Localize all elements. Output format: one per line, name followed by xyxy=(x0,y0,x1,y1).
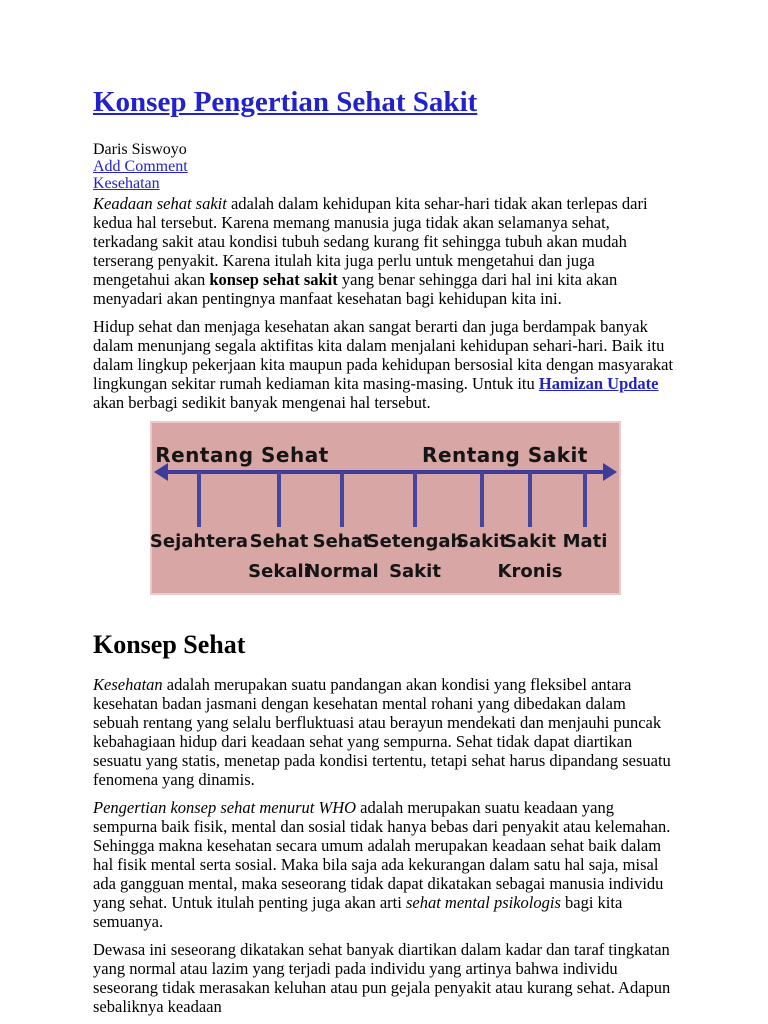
health-illness-spectrum-image xyxy=(150,421,621,595)
page-title-link[interactable]: Konsep Pengertian Sehat Sakit xyxy=(93,86,478,118)
add-comment-link[interactable]: Add Comment xyxy=(93,158,188,175)
page-title xyxy=(93,86,678,118)
tick-mark xyxy=(528,472,532,527)
paragraph-dewasa-ini xyxy=(93,940,675,1016)
tick-label-setengah-sakit: Setengah Sakit xyxy=(366,531,464,582)
tick-mark xyxy=(277,472,281,527)
paragraph-living-healthy xyxy=(93,317,675,412)
body-text: Dewasa ini seseorang dikatakan sehat banyak diartikan dalam kadar dan taraf tingkatan yang normal atau lazim yang terjadi pada individu yang artinya bahwa individu seseorang tidak merasakan keluhan atau pun gejala penyakit atau kurang sehat. Adapun sebaliknya keadaan xyxy=(93,940,671,1016)
tick-mark xyxy=(583,472,587,527)
italic-lead: Pengertian konsep sehat menurut WHO xyxy=(93,798,357,817)
paragraph-intro xyxy=(93,194,675,308)
left-arrowhead-icon xyxy=(154,463,168,481)
italic-lead: Kesehatan xyxy=(93,675,163,694)
body-text: adalah merupakan suatu pandangan akan kondisi yang fleksibel antara kesehatan badan jasmani dengan kesehatan mental rohani yang dibedakan dalam sebuah rentang yang selalu berfluktuasi atau berayun mendekati dan menjauhi puncak kebahagiaan hidup dari keadaan sehat yang sempurna. Sehat tidak dapat diartikan sesuatu yang statis, menetap pada kondisi tertentu, tetapi sehat harus dipandang sesuatu fenomena yang dinamis. xyxy=(93,675,671,789)
right-arrowhead-icon xyxy=(603,463,617,481)
paragraph-kesehatan-definition xyxy=(93,675,675,789)
article-meta xyxy=(93,141,678,192)
tick-label-sakit-kronis: Sakit Kronis xyxy=(497,531,563,582)
range-sehat-label: Rentang Sehat xyxy=(155,443,329,467)
tick-mark xyxy=(197,472,201,527)
bold-phrase: konsep sehat sakit xyxy=(209,270,338,289)
body-text: adalah dalam kehidupan kita sehar-hari tidak akan terlepas dari kedua hal tersebut. Karena memang manusia juga tidak akan selamanya sehat, terkadang sakit atau kondisi tubuh sedang kurang fit sehingga tubuh akan mudah terserang penyakit. Karena itulah kita juga perlu untuk mengetahui dan juga mengetahui akan xyxy=(93,194,648,289)
tick-mark xyxy=(340,472,344,527)
tick-label-mati: Mati xyxy=(562,531,608,552)
hamizan-update-link[interactable]: Hamizan Update xyxy=(538,374,659,393)
range-sakit-label: Rentang Sakit xyxy=(422,443,588,467)
body-text: Hidup sehat dan menjaga kesehatan akan sangat berarti dan juga berdampak banyak dalam menunjang segala aktifitas kita dalam menjalani kehidupan sehari-hari. Baik itu dalam lingkup pekerjaan kita maupun pada kehidupan bersosial kita dengan masyarakat lingkungan sekitar rumah kediaman kita masing-masing. Untuk itu xyxy=(93,317,674,393)
tick-mark xyxy=(413,472,417,527)
body-text: yang benar sehingga dari hal ini kita akan menyadari akan pentingnya manfaat kesehatan bagi kehidupan kita ini. xyxy=(93,270,618,308)
body-text: bagi kita semuanya. xyxy=(93,893,623,931)
italic-lead: Keadaan sehat sakit xyxy=(93,194,227,213)
body-text: akan berbagi sedikit banyak mengenai hal tersebut. xyxy=(93,393,431,412)
tick-label-sejahtera: Sejahtera xyxy=(149,531,249,552)
tick-mark xyxy=(480,472,484,527)
category-link[interactable]: Kesehatan xyxy=(93,175,160,192)
spectrum-arrow-line xyxy=(166,470,605,474)
section-heading-konsep-sehat: Konsep Sehat xyxy=(93,630,246,659)
paragraph-who-definition xyxy=(93,798,675,931)
body-text: adalah merupakan suatu keadaan yang sempurna baik fisik, mental dan sosial tidak hanya bebas dari penyakit atau kelemahan. Sehingga makna kesehatan secara umum adalah merupakan keadaan sehat baik dalam hal fisik mental serta sosial. Maka bila saja ada kekurangan dalam satu hal saja, misal ada gangguan mental, maka seseorang tidak dapat dikatakan sebagai manusia individu yang sehat. Untuk itulah penting juga akan arti xyxy=(93,798,671,912)
tick-label-sehat-normal: Sehat Normal xyxy=(305,531,379,582)
author-name: Daris Siswoyo xyxy=(93,141,187,158)
tick-label-sehat-sekali: Sehat Sekali xyxy=(248,531,310,582)
italic-phrase: sehat mental psikologis xyxy=(405,893,561,912)
tick-label-sakit: Sakit xyxy=(456,531,508,552)
